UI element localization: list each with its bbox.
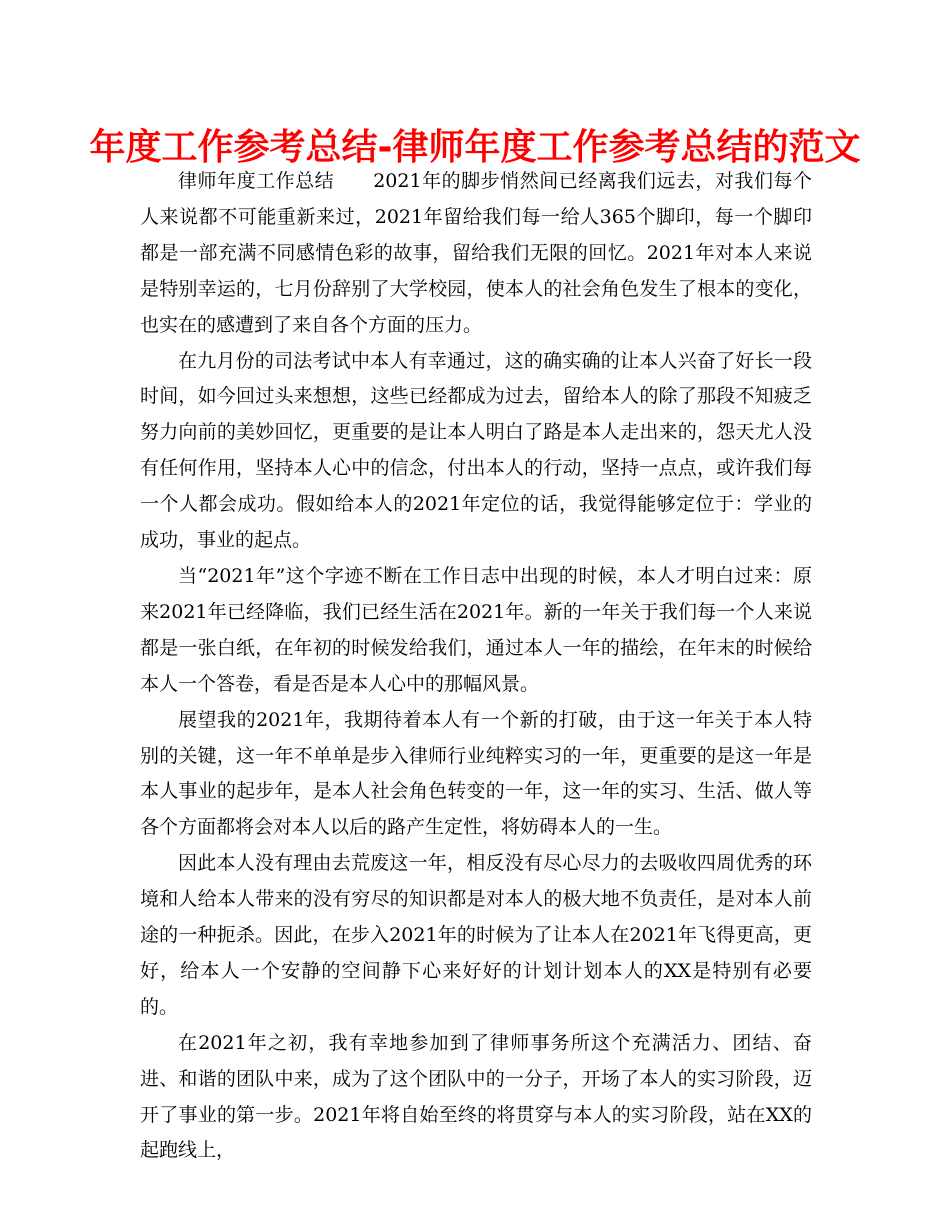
document-title: 年度工作参考总结-律师年度工作参考总结的范文	[89, 127, 861, 168]
paragraph-6: 在2021年之初，我有幸地参加到了律师事务所这个充满活力、团结、奋进、和谐的团队中来，成为了这个团队中的一分子，开场了本人的实习阶段，迈开了事业的第一步。2021年将自始至终的将贯穿与本人的实习阶段，站在XX的起跑线上，	[140, 1031, 812, 1162]
paragraph-3: 当“2021年”这个字迹不断在工作日志中出现的时候，本人才明白过来：原来2021年已经降临，我们已经生活在2021年。新的一年关于我们每一个人来说都是一张白纸，在年初的时候发给我们，通过本人一年的描绘，在年末的时候给本人一个答卷，看是否是本人心中的那幅风景。	[140, 564, 812, 695]
document-body	[140, 164, 812, 1169]
paragraph-5: 因此本人没有理由去荒废这一年，相反没有尽心尽力的去吸收四周优秀的环境和人给本人带来的没有穷尽的知识都是对本人的极大地不负责任，是对本人前途的一种扼杀。因此，在步入2021年的时候为了让本人在2021年飞得更高，更好，给本人一个安静的空间静下心来好好的计划计划本人的XX是特别有必要的。	[140, 852, 812, 1018]
paragraph-2: 在九月份的司法考试中本人有幸通过，这的确实确的让本人兴奋了好长一段时间，如今回过头来想想，这些已经都成为过去，留给本人的除了那段不知疲乏努力向前的美妙回忆，更重要的是让本人明白了路是本人走出来的，怨天尤人没有任何作用，坚持本人心中的信念，付出本人的行动，坚持一点点，或许我们每一个人都会成功。假如给本人的2021年定位的话，我觉得能够定位于：学业的成功，事业的起点。	[140, 349, 812, 552]
paragraph-1: 律师年度工作总结 2021年的脚步悄然间已经离我们远去，对我们每个人来说都不可能重新来过，2021年留给我们每一给人365个脚印，每一个脚印都是一部充满不同感情色彩的故事，留给我们无限的回忆。2021年对本人来说是特别幸运的，七月份辞别了大学校园，使本人的社会角色发生了根本的变化，也实在的感遭到了来自各个方面的压力。	[140, 170, 812, 336]
paragraph-4: 展望我的2021年，我期待着本人有一个新的打破，由于这一年关于本人特别的关键，这一年不单单是步入律师行业纯粹实习的一年，更重要的是这一年是本人事业的起步年，是本人社会角色转变的一年，这一年的实习、生活、做人等各个方面都将会对本人以后的路产生定性，将妨碍本人的一生。	[140, 708, 812, 839]
